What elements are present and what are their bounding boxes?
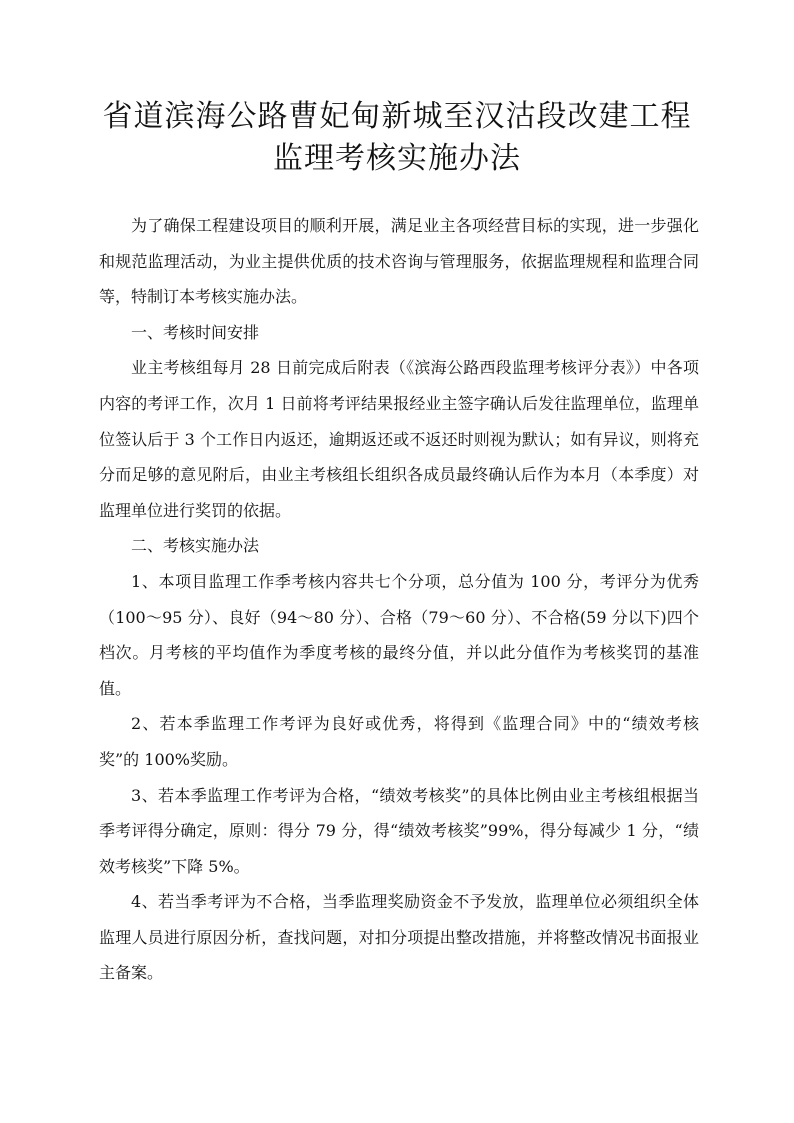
method-item-3: 3、若本季监理工作考评为合格，“绩效考核奖”的具体比例由业主考核组根据当季考评得分确定，原则：得分 79 分，得“绩效考核奖”99%，得分每减少 1 分，“绩效考核奖”下降 5%。: [99, 785, 699, 876]
schedule-paragraph: 业主考核组每月 28 日前完成后附表（《滨海公路西段监理考核评分表》）中各项内容的考评工作，次月 1 日前将考评结果报经业主签字确认后发往监理单位，监理单位签认后于 3 个工作日内返还，逾期返还或不返还时则视为默认；如有异议，则将充分而足够的意见附后，由业主考核组长组织各成员最终确认后作为本月（本季度）对监理单位进行奖罚的依据。: [99, 358, 699, 520]
document-title-line2: 监理考核实施办法: [273, 141, 521, 176]
method-item-1: 1、本项目监理工作季考核内容共七个分项，总分值为 100 分，考评分为优秀（100～95 分）、良好（94～80 分）、合格（79～60 分）、不合格(59 分以下)四个档次。月考核的平均值作为季度考核的最终分值，并以此分值作为考核奖罚的基准值。: [99, 571, 699, 698]
method-item-2: 2、若本季监理工作考评为良好或优秀，将得到《监理合同》中的“绩效考核奖”的 100%奖励。: [99, 714, 699, 769]
document-title-line1: 省道滨海公路曹妃甸新城至汉沽段改建工程: [102, 99, 692, 134]
method-item-4: 4、若当季考评为不合格，当季监理奖励资金不予发放，监理单位必须组织全体监理人员进行原因分析，查找问题，对扣分项提出整改措施，并将整改情况书面报业主备案。: [99, 892, 699, 983]
intro-paragraph: 为了确保工程建设项目的顺利开展，满足业主各项经营目标的实现，进一步强化和规范监理活动，为业主提供优质的技术咨询与管理服务，依据监理规程和监理合同等，特制订本考核实施办法。: [99, 216, 699, 307]
section-heading-schedule: 一、考核时间安排: [131, 322, 260, 342]
document-body: [99, 208, 699, 991]
section-heading-method: 二、考核实施办法: [131, 536, 260, 556]
